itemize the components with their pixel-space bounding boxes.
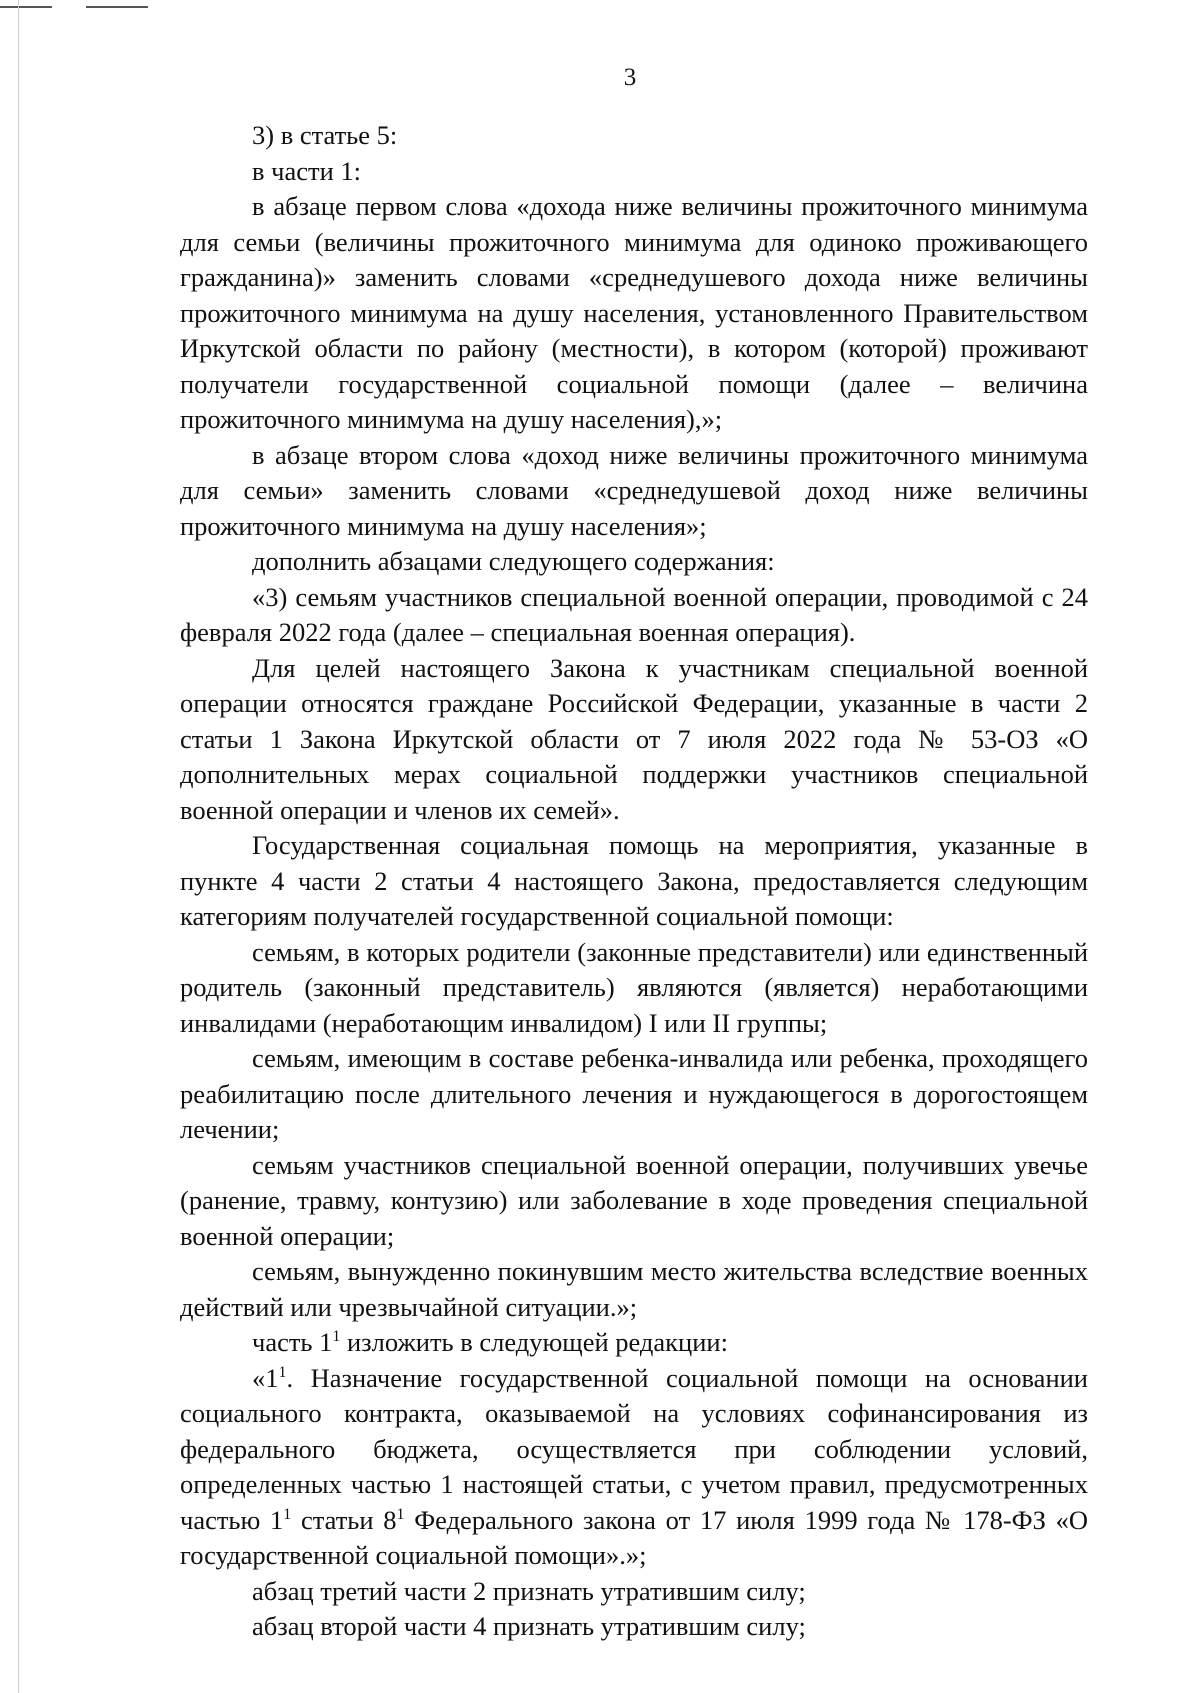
document-body (180, 118, 1088, 1645)
paragraph (180, 1254, 1088, 1325)
paragraph-text: 3) в статье 5: (252, 120, 398, 150)
paragraph (180, 828, 1088, 935)
paragraph-text: . Назначение государственной социальной помощи на основании социального контракта, оказываемой на условиях софинансирования из федерального бюджета, осуществляется при соблюдении условий, определенных частью 1 настоящей статьи, с учетом правил, предусмотренных частью 1 (180, 1362, 1088, 1535)
paragraph-text: Для целей настоящего Закона к участникам специальной военной операции относятся граждане Российской Федерации, указанные в части 2 статьи 1 Закона Иркутской области от 7 июля 2022 года № 53-ОЗ «О дополнительных мерах социальной поддержки участников специальной военной операции и членов их семей». (180, 652, 1088, 825)
paragraph (180, 1574, 1088, 1610)
page-number: 3 (623, 64, 637, 91)
paragraph (180, 544, 1088, 580)
paragraph-text: «3) семьям участников специальной военной операции, проводимой с 24 февраля 2022 года (далее – специальная военная операция). (180, 581, 1088, 647)
paragraph (180, 189, 1088, 438)
paragraph (180, 438, 1088, 545)
paragraph-text: «1 (252, 1362, 279, 1393)
paragraph-text: дополнить абзацами следующего содержания: (252, 546, 775, 576)
paragraph-text: семьям, имеющим в составе ребенка-инвалида или ребенка, проходящего реабилитацию после длительного лечения и нуждающегося в дорогостоящем лечении; (180, 1043, 1088, 1144)
paragraph (180, 580, 1088, 651)
paragraph-text: семьям, в которых родители (законные представители) или единственный родитель (законный представитель) являются (является) неработающими инвалидами (неработающим инвалидом) I или II группы; (180, 936, 1088, 1038)
superscript: 1 (332, 1328, 341, 1346)
paragraph-text: абзац второй части 4 признать утратившим силу; (252, 1611, 806, 1641)
paragraph-text: Государственная социальная помощь на мероприятия, указанные в пункте 4 части 2 статьи 4 настоящего Закона, предоставляется следующим категориям получателей государственной социальной помощи: (180, 830, 1088, 931)
paragraph-text: Федерального закона от 17 июля 1999 года № 178-ФЗ «О государственной социальной помощи».»; (180, 1504, 1088, 1570)
paragraph (180, 154, 1088, 190)
superscript: 1 (396, 1505, 405, 1523)
scan-artifact-line (86, 6, 148, 8)
scan-artifact-line (0, 6, 52, 8)
paragraph-text: изложить в следующей редакции: (340, 1327, 728, 1357)
paragraph-text: в абзаце втором слова «доход ниже величины прожиточного минимума для семьи» заменить словами «среднедушевой доход ниже величины прожиточного минимума на душу населения»; (180, 439, 1088, 541)
paragraph-text: в части 1: (252, 155, 361, 186)
paragraph-text: семьям, вынужденно покинувшим место жительства вследствие военных действий или чрезвычайной ситуации.»; (180, 1256, 1088, 1322)
paragraph (180, 1041, 1088, 1148)
paragraph-text: семьям участников специальной военной операции, получивших увечье (ранение, травму, контузию) или заболевание в ходе проведения специальной военной операции; (180, 1149, 1088, 1251)
paragraph-text: абзац третий части 2 признать утратившим силу; (252, 1575, 806, 1606)
superscript: 1 (283, 1505, 292, 1523)
paragraph (180, 651, 1088, 829)
paragraph (180, 1148, 1088, 1255)
paragraph (180, 1325, 1088, 1361)
paragraph-text: часть 1 (252, 1327, 333, 1357)
superscript: 1 (278, 1363, 287, 1381)
page-edge (18, 0, 19, 1693)
paragraph (180, 1609, 1088, 1645)
paragraph (180, 118, 1088, 154)
paragraph (180, 935, 1088, 1042)
paragraph-text: статьи 8 (291, 1504, 397, 1535)
paragraph-text: в абзаце первом слова «дохода ниже величины прожиточного минимума для семьи (величины прожиточного минимума для одиноко проживающего гражданина)» заменить словами «среднедушевого дохода ниже величины прожиточного минимума на душу населения, установленного Правительством Иркутской области по району (местности), в котором (которой) проживают получатели государственной социальной помощи (далее – величина прожиточного минимума на душу населения),»; (180, 191, 1088, 434)
paragraph (180, 1361, 1088, 1574)
